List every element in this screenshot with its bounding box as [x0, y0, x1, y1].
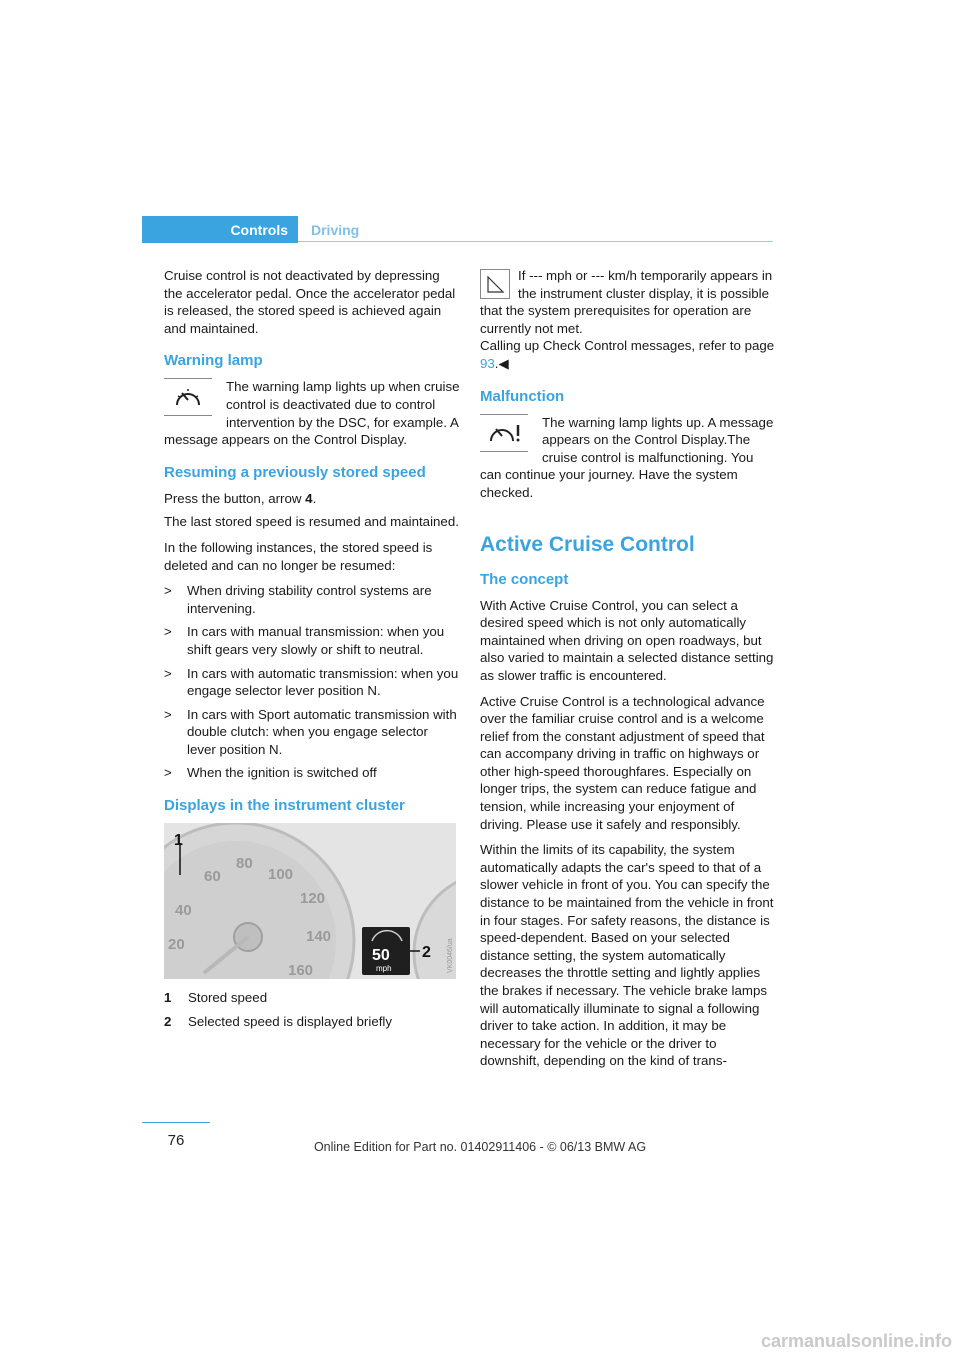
- page-number-rule: [142, 1122, 210, 1123]
- check-control-text: Calling up Check Control messages, refer to page 93.◀: [480, 338, 775, 371]
- resuming-heading: Resuming a previously stored speed: [164, 463, 426, 481]
- malfunction-heading: Malfunction: [480, 387, 565, 405]
- warning-lamp-text: The warning lamp lights up when cruise control is deactivated due to control intervention by the DSC, for example. A message appears on the Control Display.: [164, 379, 460, 448]
- right-column: [480, 267, 776, 1076]
- selected-speed-unit: mph: [376, 964, 392, 974]
- instrument-cluster-figure: [164, 823, 456, 979]
- note-text: If --- mph or --- km/h temporarily appears in the instrument cluster display, it is possible that the system prerequisites for operation are currently not met.: [480, 268, 773, 336]
- note-block: [480, 267, 776, 373]
- cruise-malfunction-lamp-icon: [480, 414, 528, 452]
- list-item: > In cars with manual transmission: when you shift gears very slowly or shift to neutral.: [164, 624, 445, 657]
- header-section: Controls: [230, 222, 288, 238]
- dial-label: 140: [306, 928, 332, 946]
- cruise-warning-lamp-icon: [164, 378, 212, 416]
- acc-paragraph: Within the limits of its capability, the system automatically adapts the car's speed to that of a slower vehicle in front of you. You can specify the distance to be maintained from the vehicle in front in four stages. For safety reasons, the distance is speed-dependent. Based on your selected distance setting, the system automatically decreases the throttle setting and lightly applies the brakes if necessary. The vehicle brake lamps will automatically illuminate to signal a following driver to take action. In addition, it may be necessary for the vehicle or the driver to downshift, depending on the kind of trans-: [480, 842, 774, 1069]
- page-link[interactable]: 93: [480, 355, 495, 371]
- press-button-text: Press the button, arrow 4.: [164, 490, 317, 506]
- watermark: carmanualsonline.info: [760, 1331, 952, 1351]
- list-item: > When driving stability control systems are intervening.: [164, 583, 432, 616]
- caption-row: 1 Stored speed: [164, 990, 268, 1006]
- dial-label: 60: [204, 868, 221, 886]
- caption-row: 2 Selected speed is displayed briefly: [164, 1013, 393, 1029]
- malfunction-text: The warning lamp lights up. A message appears on the Control Display.The cruise control is malfunctioning. You can continue your journey. Have the system checked.: [480, 414, 774, 500]
- deleted-intro-text: In the following instances, the stored speed is deleted and can no longer be resumed:: [164, 539, 433, 573]
- header-subsection: Driving: [311, 222, 360, 238]
- list-item: > In cars with Sport automatic transmission with double clutch: when you engage selector lever position N.: [164, 706, 457, 757]
- page-number: 76: [167, 1132, 185, 1149]
- image-code: VK0046/ua: [447, 938, 454, 974]
- warning-lamp-heading: Warning lamp: [164, 352, 263, 370]
- displays-heading: Displays in the instrument cluster: [164, 797, 405, 815]
- dial-label: 40: [175, 902, 192, 920]
- acc-heading: Active Cruise Control: [480, 532, 695, 556]
- footer-edition: Online Edition for Part no. 01402911406 - © 06/13 BMW AG: [313, 1140, 647, 1154]
- list-item: > In cars with automatic transmission: when you engage selector lever position N.: [164, 665, 459, 699]
- intro-paragraph: Cruise control is not deactivated by depressing the accelerator pedal. Once the accelerator pedal is released, the stored speed is achieved again and maintained.: [164, 268, 456, 336]
- dial-label: 100: [268, 866, 294, 884]
- dial-label: 160: [288, 962, 314, 980]
- malfunction-block: [480, 414, 776, 502]
- list-item: > When the ignition is switched off: [164, 765, 377, 781]
- dial-label: 20: [168, 936, 185, 954]
- acc-paragraph: With Active Cruise Control, you can select a desired speed which is not only automatically maintained when driving on open roadways, but also varied to maintain a selected distance setting as slower traffic is encountered.: [480, 597, 774, 683]
- header-rule: [298, 241, 773, 242]
- warning-lamp-block: [164, 378, 460, 448]
- dial-label: 120: [300, 890, 326, 908]
- note-triangle-icon: [480, 269, 510, 299]
- callout-2: 2: [422, 944, 431, 962]
- dial-label: 80: [236, 855, 253, 873]
- last-stored-text: The last stored speed is resumed and maintained.: [164, 514, 459, 530]
- callout-1: 1: [174, 832, 183, 850]
- instrument-cluster-illustration: [164, 823, 456, 979]
- acc-paragraph: Active Cruise Control is a technological advance over the familiar cruise control and is a welcome relief from the constant adjustment of speed that can accompany driving in traffic on highways or other high-speed thoroughfares. Especially on longer trips, the system can reduce fatigue and tension, while increasing your enjoyment of driving. Please use it safely and responsibly.: [480, 693, 765, 832]
- selected-speed-value: 50: [372, 947, 390, 965]
- end-mark: ◀: [498, 355, 509, 371]
- deleted-conditions-list: [164, 582, 460, 782]
- left-column: [164, 267, 460, 1036]
- concept-heading: The concept: [480, 570, 569, 588]
